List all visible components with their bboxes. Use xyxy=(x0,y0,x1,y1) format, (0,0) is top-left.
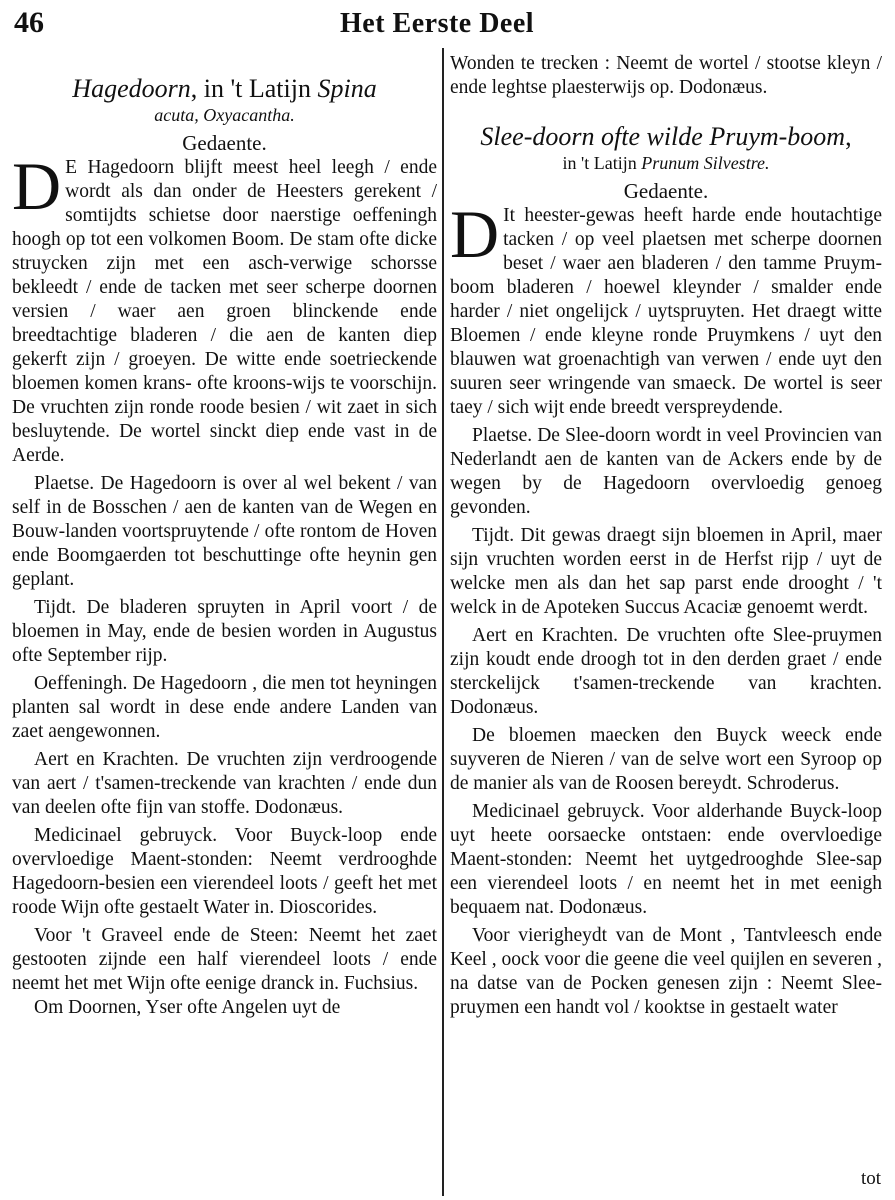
paragraph-medicinael-gebruyck: Medicinael gebruyck. Voor alderhande Buyck-loop uyt heete oorsaecke ontstaen: ende overvloedige Maent-stonden: Neemt het uytgedrooghde Slee-sap een vierendeel loots / en neemt het in met eenigh bequaem nat. Dodonæus. xyxy=(450,801,882,918)
running-head: Het Eerste Deel xyxy=(340,8,535,39)
paragraph-graveel: Voor 't Graveel ende de Steen: Neemt het zaet gestooten zijnde een half vierendeel loots / ende neemt het met Wijn ofte eenige dranck in. Fuchsius. xyxy=(12,925,437,994)
entry-title-name: Slee-doorn ofte wilde Pruym-boom xyxy=(480,122,846,151)
catchword: tot xyxy=(860,1168,881,1189)
drop-cap: D xyxy=(450,196,500,272)
paragraph-aert-en-krachten: Aert en Krachten. De vruchten ofte Slee-pruymen zijn koudt ende droogh tot in den derden graet / ende sterckelijck t'samen-treckende van krachten. Dodonæus. xyxy=(450,625,882,718)
paragraph-oeffeningh: Oeffeningh. De Hagedoorn , die men tot heyningen planten sal wordt in dese ende andere Landen van zaet aengewonnen. xyxy=(12,673,437,742)
continued-paragraph: Wonden te trecken : Neemt de wortel / stootse kleyn / ende leghtse plaesterwijs op. Dodonæus. xyxy=(450,53,882,98)
right-column xyxy=(450,46,882,1020)
paragraph-aert-en-krachten: Aert en Krachten. De vruchten zijn verdroogende van aert / t'samen-treckende van krachten / ende dun van deelen ofte fijn van stoffe. Dodonæus. xyxy=(12,749,437,818)
left-column xyxy=(12,46,437,1020)
paragraph-plaetse: Plaetse. De Hagedoorn is over al wel bekent / van self in de Bosschen / aen de kanten van de Wegen en Bouw-landen voortspruytende / ofte rontom de Hoven ende Boomgaerden tot beschuttinge ofte heynin gen geplant. xyxy=(12,473,437,590)
paragraph-medicinael-gebruyck: Medicinael gebruyck. Voor Buyck-loop ende overvloedige Maent-stonden: Neemt verdrooghde Hagedoorn-besien een vierendeel loots / geeft het met roode Wijn ofte gestaelt Water in. Dioscorides. xyxy=(12,825,437,918)
paragraph-vierigheydt: Voor vierigheydt van de Mont , Tantvleesch ende Keel , oock voor die geene die veel quijlen en severen , na datse van de Pocken genesen zijn : Neemt Slee-pruymen een handt vol / kooktse in gestaelt water xyxy=(450,925,882,1018)
entry-title-hagedoorn xyxy=(12,74,437,104)
column-divider xyxy=(442,48,444,1196)
entry-title-name: Hagedoorn xyxy=(72,74,191,103)
entry-subtitle-latin: Prunum Silvestre. xyxy=(641,153,770,173)
entry-subtitle-intro: in 't Latijn xyxy=(562,153,637,173)
entry-title-latin-intro: , in 't Latijn xyxy=(190,74,311,103)
entry-subtitle xyxy=(450,152,882,174)
entry-subtitle: acuta, Oxyacantha. xyxy=(154,105,295,125)
drop-cap: D xyxy=(12,148,62,224)
page-number: 46 xyxy=(14,6,44,39)
paragraph-text: It heester-gewas heeft harde ende houtachtige tacken / op veel plaetsen met scherpe doornen beset / waer aen bladeren / den tamme Pruym-boom bladeren / hoewel kleynder / smalder ende harder / niet ongelijck / uytspruyten. Het draegt witte Bloemen / ende kleyne ronde Pruymkens / uyt den blauwen wat groenachtigh van verwen / ende uyt den suuren seer wringende van smaeck. De wortel is seer taey / sich wijt ende breedt verspreydende. xyxy=(450,205,882,418)
page-header xyxy=(0,6,895,46)
paragraph-text: E Hagedoorn blijft meest heel leegh / ende wordt als dan onder de Heesters gerekent / somtijdts schietse door naerstige oeffeningh hoogh op tot een volkomen Boom. De stam ofte dicke struycken zijn met een asch-verwige schorsse bekleedt / ende de tacken met seer scherpe doornen versien / waer aen groen blinckende ende breedtachtige bladeren / die aen de kanten diep gekerft zijn / groeyen. De witte ende soetrieckende bloemen komen krans- ofte kroons-wijs te voorschijn. De vruchten zijn ronde roode besien / wit zaet in sich besluytende. De wortel sinckt diep ende vast in de Aerde. xyxy=(12,157,437,466)
paragraph-bloemen: De bloemen maecken den Buyck weeck ende suyveren de Nieren / van de selve wort een Syroop op de manier als van de Roosen bereydt. Schroderus. xyxy=(450,725,882,794)
description-paragraph xyxy=(12,148,437,468)
paragraph-tijdt: Tijdt. Dit gewas draegt sijn bloemen in April, maer sijn vruchten worden eerst in de Herfst rijp / uyt de welcke men als dan het sap parst ende drooght / 't welck in de Apoteken Succus Acaciæ genoemt werdt. xyxy=(450,525,882,618)
paragraph-plaetse: Plaetse. De Slee-doorn wordt in veel Provincien van Nederlandt aen de kanten van de Ackers ende by de wegen by de Hagedoorn overvloedig genoeg gevonden. xyxy=(450,425,882,518)
description-paragraph xyxy=(450,196,882,420)
entry-title-latin: Spina xyxy=(317,74,377,103)
section-heading: Gedaente. xyxy=(623,179,709,203)
entry-title-comma: , xyxy=(845,122,852,151)
section-heading: Gedaente. xyxy=(182,131,267,155)
paragraph-tijdt: Tijdt. De bladeren spruyten in April voort / de bloemen in May, ende de besien worden in Augustus ofte September rijp. xyxy=(12,597,437,666)
entry-title-slee-doorn xyxy=(450,122,882,152)
paragraph-doornen: Om Doornen, Yser ofte Angelen uyt de xyxy=(34,997,341,1018)
